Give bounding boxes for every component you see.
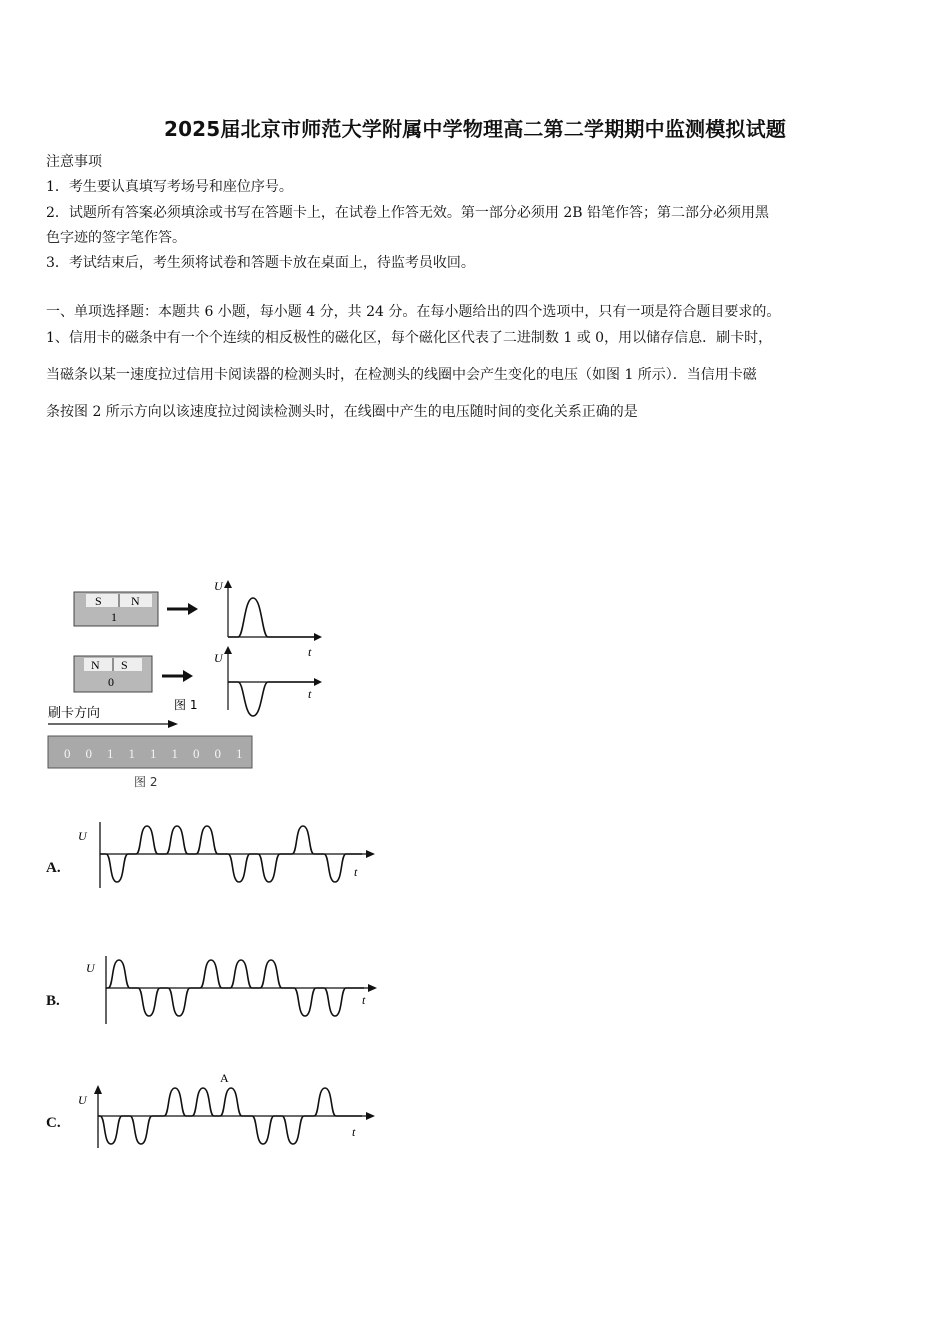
axis-t: t [308,645,312,659]
option-b-graph[interactable] [70,946,380,1028]
magnet-1-digit: 1 [111,610,117,624]
option-b-label[interactable]: B. [46,993,60,1009]
magnet-2-digit: 0 [108,675,114,689]
axis-u: U [214,651,223,665]
axis-arrow-icon [224,646,232,654]
arrow-icon [183,670,193,682]
strip-bit: 0 [85,746,92,761]
strip-bit: 0 [193,746,200,761]
axis-arrow-icon [314,678,322,686]
magnet-2-right-pole: S [121,658,128,672]
axis-t: t [352,1125,356,1139]
axis-t: t [308,687,312,701]
arrow-icon [188,603,198,615]
notes-item: 3．考试结束后，考生须将试卷和答题卡放在桌面上，待监考员收回。 [46,255,475,271]
magnet-1-right-pole: N [131,594,140,608]
notes-item: 2．试题所有答案必须填涂或书写在答题卡上，在试卷上作答无效。第一部分必须用 2B 铅笔作答；第二部分必须用黑 [46,205,769,221]
strip-bit: 1 [107,746,114,761]
notes-item: 1．考生要认真填写考场号和座位序号。 [46,179,293,195]
option-a-graph[interactable] [70,812,380,894]
option-c-graph[interactable] [70,1068,380,1154]
option-c-label[interactable]: C. [46,1115,61,1131]
question-text: 1、信用卡的磁条中有一个个连续的相反极性的磁化区，每个磁化区代表了二进制数 1 或 0，用以储存信息．刷卡时， [46,330,773,346]
figure-1-2 [40,570,340,795]
axis-t: t [362,993,366,1007]
strip-bit: 0 [214,746,221,761]
notes-heading: 注意事项 [46,154,102,170]
question-text: 条按图 2 所示方向以该速度拉过阅读检测头时，在线圈中产生的电压随时间的变化关系正确的是 [46,404,638,420]
axis-arrow-icon [224,580,232,588]
strip-bit: 1 [150,746,157,761]
strip-bit: 0 [64,746,71,761]
axis-u: U [86,961,95,975]
axis-arrow-icon [314,633,322,641]
axis-u: U [214,579,223,593]
graph-1-curve [228,598,314,637]
figure-1-label: 图 1 [174,698,198,712]
axis-u: U [78,829,87,843]
swipe-direction-label: 刷卡方向 [48,706,101,721]
option-a-label[interactable]: A. [46,860,61,876]
arrow-right-icon [168,720,178,728]
page-title: 2025届北京市师范大学附属中学物理高二第二学期期中监测模拟试题 [163,117,787,141]
axis-t: t [354,865,358,879]
notes-item: 色字迹的签字笔作答。 [46,230,186,246]
magnet-1-left-pole: S [95,594,102,608]
figure-2-label: 图 2 [134,775,158,789]
axis-arrow-icon [368,984,377,992]
strip-bit: 1 [171,746,178,761]
axis-arrow-icon [94,1085,102,1094]
axis-u: U [78,1093,87,1107]
strip-bit: 1 [236,746,243,761]
section-heading: 一、单项选择题：本题共 6 小题，每小题 4 分，共 24 分。在每小题给出的四个选项中，只有一项是符合题目要求的。 [46,304,781,320]
strip-bits [64,746,243,761]
axis-arrow-icon [366,1112,375,1120]
question-text: 当磁条以某一速度拉过信用卡阅读器的检测头时，在检测头的线圈中会产生变化的电压（如图 1 所示）．当信用卡磁 [46,367,757,383]
strip-bit: 1 [128,746,135,761]
axis-arrow-icon [366,850,375,858]
graph-2-curve [228,682,314,716]
magnet-2-left-pole: N [91,658,100,672]
option-c-marker: A [220,1071,229,1085]
